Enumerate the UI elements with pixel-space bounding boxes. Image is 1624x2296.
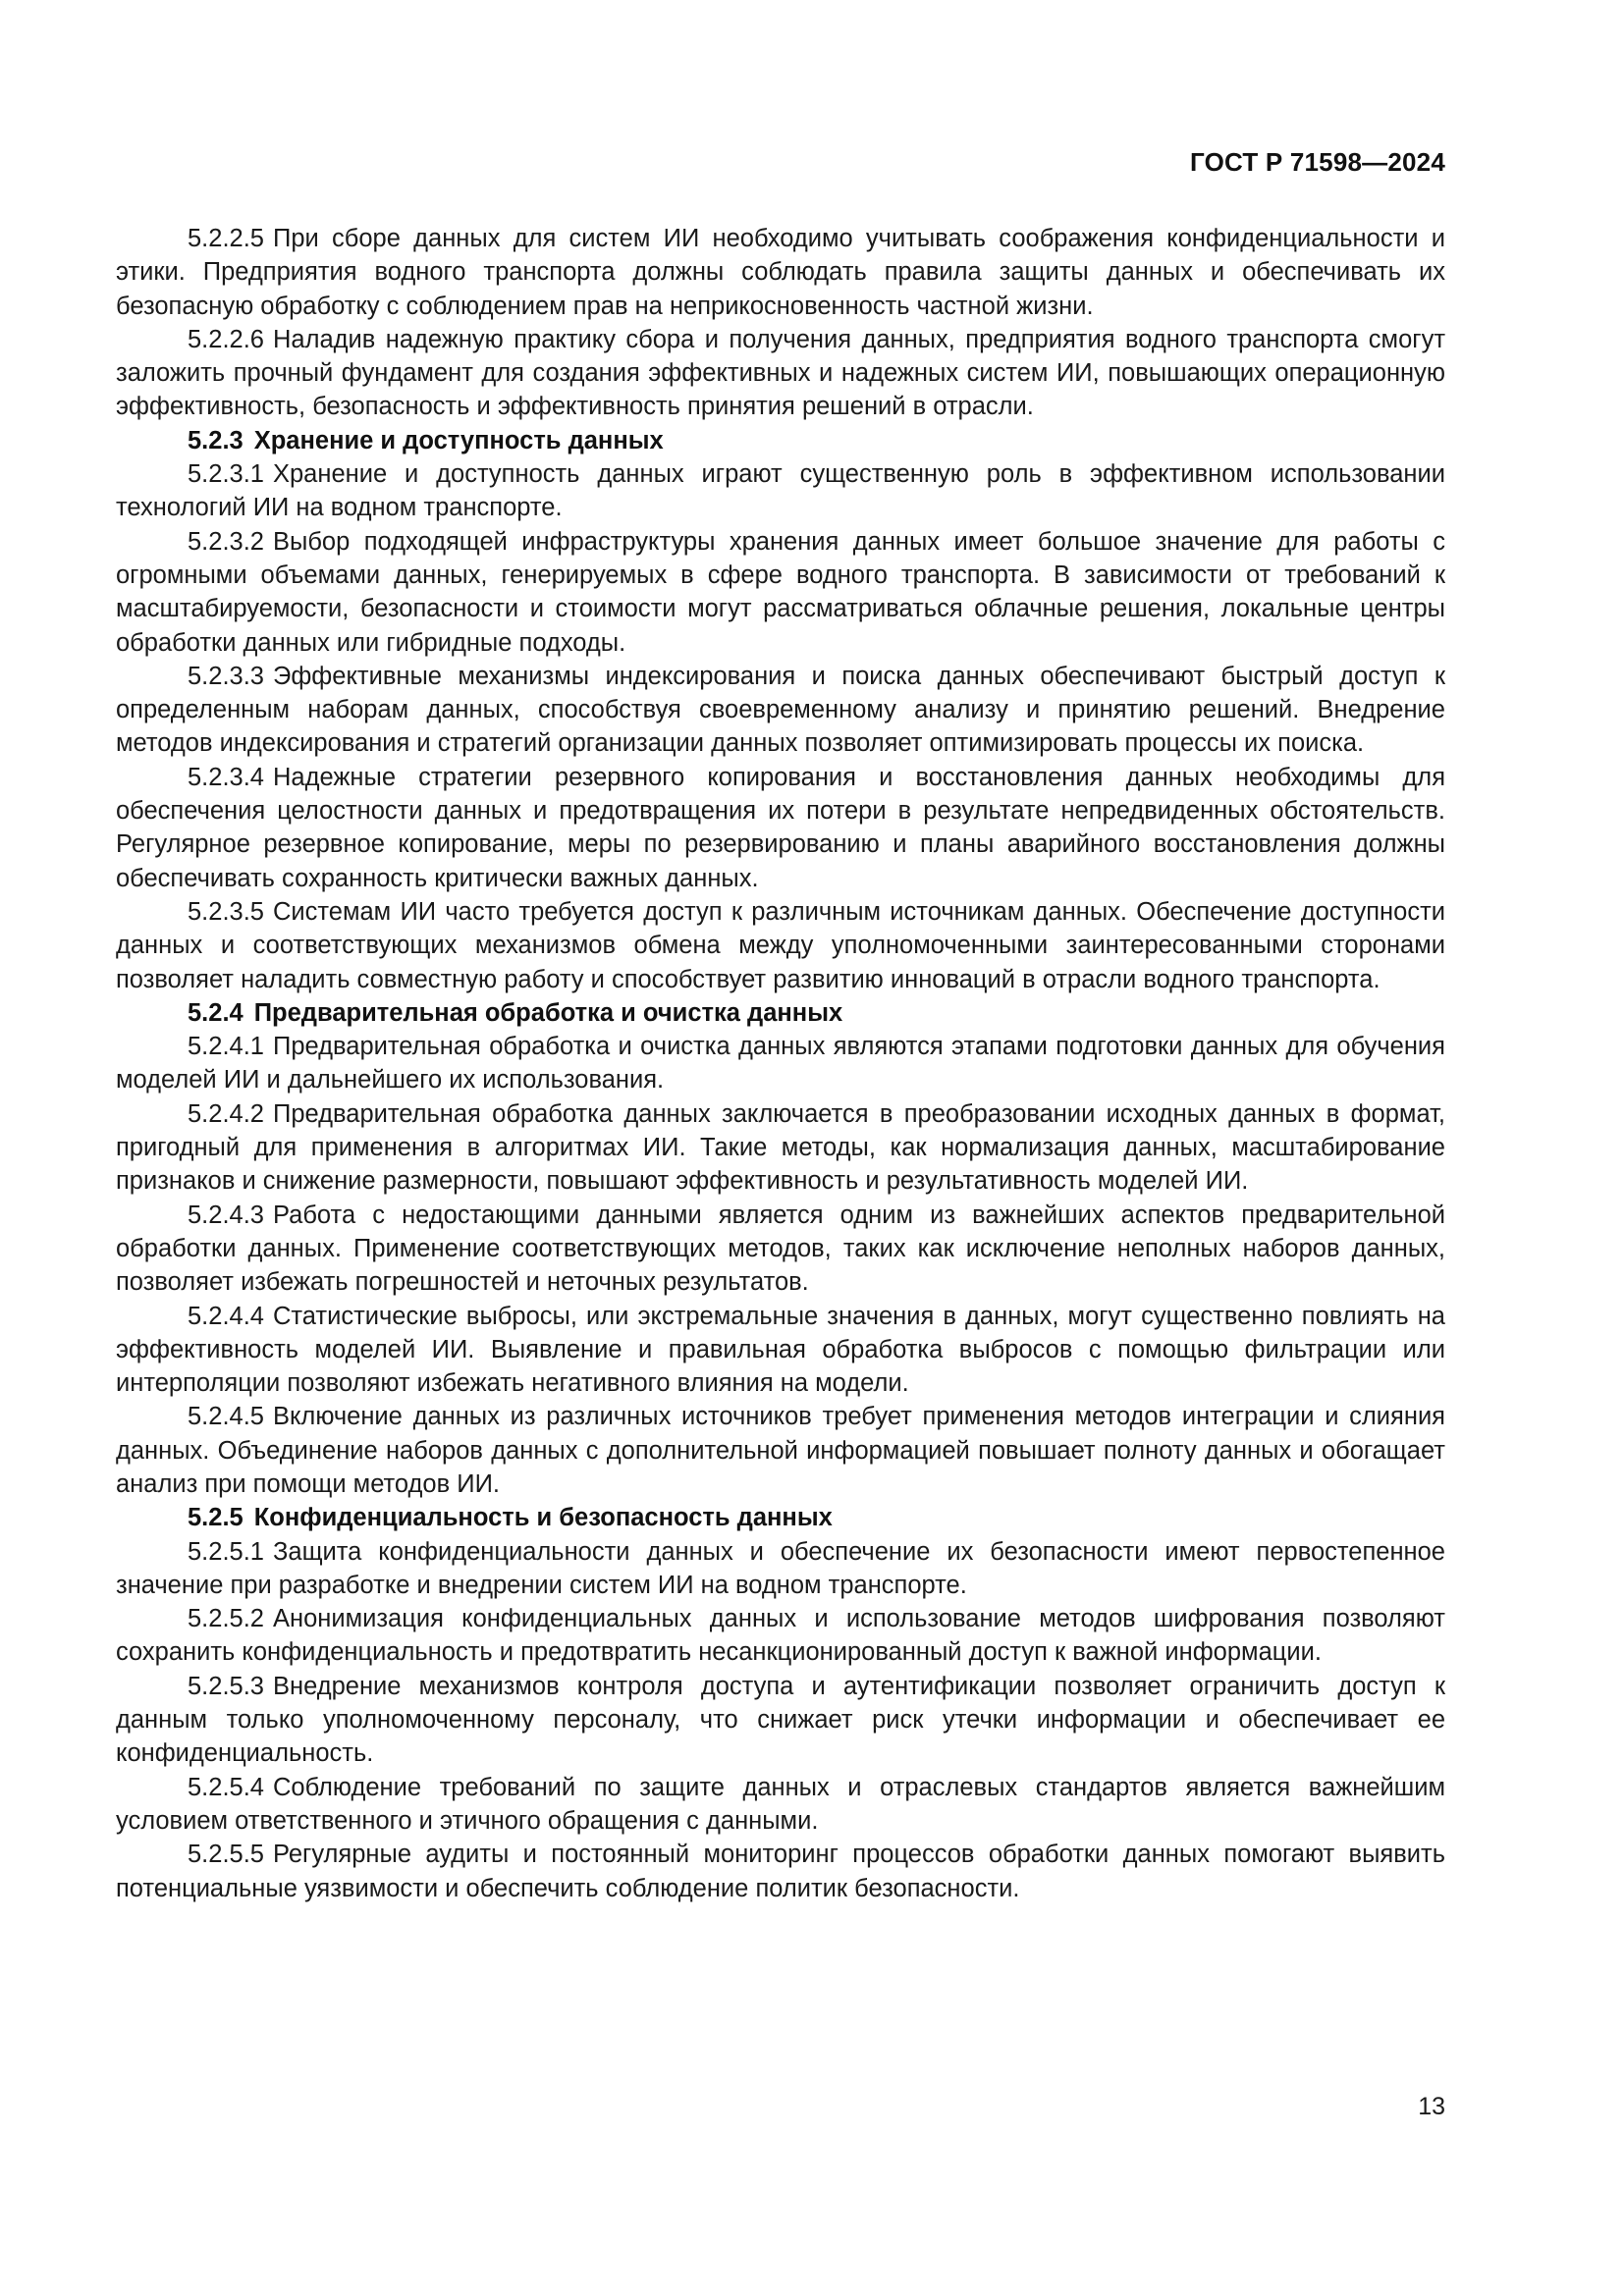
paragraph-5-2-4-2 xyxy=(116,1097,1445,1199)
paragraph-number: 5.2.4.5 xyxy=(188,1403,264,1431)
paragraph-5-2-5-4 xyxy=(116,1771,1445,1839)
paragraph-number: 5.2.3.4 xyxy=(188,763,264,791)
section-title: Конфиденциальность и безопасность данных xyxy=(253,1504,833,1532)
section-number: 5.2.3 xyxy=(188,426,244,454)
paragraph-5-2-5-2 xyxy=(116,1602,1445,1670)
paragraph-5-2-3-3 xyxy=(116,660,1445,761)
paragraph-text: Предварительная обработка данных заключается в преобразовании исходных данных в формат, пригодный для применения в алгоритмах ИИ. Такие методы, как нормализация данных, масштабирование признаков и снижение размерности, повышают эффективность и результативность моделей ИИ. xyxy=(116,1099,1445,1196)
paragraph-number: 5.2.2.5 xyxy=(188,225,264,252)
section-title: Предварительная обработка и очистка данных xyxy=(253,998,843,1027)
section-heading-5-2-5 xyxy=(116,1501,1445,1534)
paragraph-5-2-4-5 xyxy=(116,1400,1445,1501)
paragraph-text: Эффективные механизмы индексирования и поиска данных обеспечивают быстрый доступ к определенным наборам данных, способствуя своевременному анализу и принятию решений. Внедрение методов индексирования и стратегий организации данных позволяет оптимизировать процессы их поиска. xyxy=(116,662,1445,758)
section-number: 5.2.5 xyxy=(188,1504,244,1532)
paragraph-text: Выбор подходящей инфраструктуры хранения данных имеет большое значение для работы с огромными объемами данных, генерируемых в сфере водного транспорта. В зависимости от требований к масштабируемости, безопасности и стоимости могут рассматриваться облачные решения, локальные центры обработки данных или гибридные подходы. xyxy=(116,527,1445,657)
paragraph-number: 5.2.3.3 xyxy=(188,662,264,690)
paragraph-text: Защита конфиденциальности данных и обеспечение их безопасности имеют первостепенное значение при разработке и внедрении систем ИИ на водном транспорте. xyxy=(116,1537,1445,1599)
paragraph-text: Регулярные аудиты и постоянный мониторинг процессов обработки данных помогают выявить потенциальные уязвимости и обеспечить соблюдение политик безопасности. xyxy=(116,1841,1445,1902)
document-body xyxy=(116,222,1445,1905)
section-heading-5-2-3 xyxy=(116,424,1445,457)
paragraph-5-2-2-5 xyxy=(116,222,1445,323)
paragraph-text: Предварительная обработка и очистка данных являются этапами подготовки данных для обучения моделей ИИ и дальнейшего их использования. xyxy=(116,1033,1445,1095)
paragraph-text: При сборе данных для систем ИИ необходимо учитывать соображения конфиденциальности и этики. Предприятия водного транспорта должны соблюдать правила защиты данных и обеспечивать их безопасную обработку с соблюдением прав на неприкосновенность частной жизни. xyxy=(116,225,1445,320)
section-heading-5-2-4 xyxy=(116,996,1445,1030)
paragraph-text: Системам ИИ часто требуется доступ к различным источникам данных. Обеспечение доступности данных и соответствующих механизмов обмена между уполномоченными заинтересованными сторонами позволяет наладить совместную работу и способствует развитию инноваций в отрасли водного транспорта. xyxy=(116,897,1445,993)
paragraph-number: 5.2.5.3 xyxy=(188,1672,264,1700)
section-number: 5.2.4 xyxy=(188,998,244,1027)
paragraph-text: Статистические выбросы, или экстремальные значения в данных, могут существенно повлиять на эффективность моделей ИИ. Выявление и правильная обработка выбросов с помощью фильтрации или интерполяции позволяют избежать негативного влияния на модели. xyxy=(116,1302,1445,1398)
paragraph-text: Анонимизация конфиденциальных данных и использование методов шифрования позволяют сохранить конфиденциальность и предотвратить несанкционированный доступ к важной информации. xyxy=(116,1605,1445,1667)
paragraph-number: 5.2.2.6 xyxy=(188,325,264,353)
paragraph-number: 5.2.4.3 xyxy=(188,1201,264,1229)
paragraph-5-2-3-4 xyxy=(116,761,1445,895)
section-title: Хранение и доступность данных xyxy=(253,426,664,454)
page-number: 13 xyxy=(1418,2093,1445,2120)
paragraph-5-2-4-4 xyxy=(116,1300,1445,1401)
paragraph-5-2-3-2 xyxy=(116,525,1445,660)
paragraph-number: 5.2.3.5 xyxy=(188,897,264,926)
paragraph-text: Работа с недостающими данными является одним из важнейших аспектов предварительной обработки данных. Применение соответствующих методов, таких как исключение неполных наборов данных, позволяет избежать погрешностей и неточных результатов. xyxy=(116,1201,1445,1297)
paragraph-5-2-5-1 xyxy=(116,1535,1445,1603)
paragraph-5-2-3-1 xyxy=(116,457,1445,525)
paragraph-text: Наладив надежную практику сбора и получения данных, предприятия водного транспорта смогут заложить прочный фундамент для создания эффективных и надежных систем ИИ, повышающих операционную эффективность, безопасность и эффективность принятия решений в отрасли. xyxy=(116,325,1445,421)
paragraph-number: 5.2.5.2 xyxy=(188,1605,264,1633)
paragraph-text: Хранение и доступность данных играют существенную роль в эффективном использовании технологий ИИ на водном транспорте. xyxy=(116,460,1445,522)
paragraph-5-2-3-5 xyxy=(116,895,1445,996)
paragraph-number: 5.2.4.4 xyxy=(188,1302,264,1330)
paragraph-text: Внедрение механизмов контроля доступа и аутентификации позволяет ограничить доступ к данным только уполномоченному персоналу, что снижает риск утечки информации и обеспечивает ее конфиденциальность. xyxy=(116,1672,1445,1768)
paragraph-number: 5.2.4.2 xyxy=(188,1099,264,1128)
paragraph-5-2-2-6 xyxy=(116,323,1445,424)
paragraph-text: Надежные стратегии резервного копирования и восстановления данных необходимы для обеспечения целостности данных и предотвращения их потери в результате непредвиденных обстоятельств. Регулярное резервное копирование, меры по резервированию и планы аварийного восстановления должны обеспечивать сохранность критически важных данных. xyxy=(116,763,1445,892)
paragraph-5-2-5-5 xyxy=(116,1838,1445,1905)
paragraph-number: 5.2.5.5 xyxy=(188,1841,264,1869)
paragraph-5-2-4-1 xyxy=(116,1030,1445,1097)
paragraph-5-2-4-3 xyxy=(116,1199,1445,1300)
paragraph-number: 5.2.3.1 xyxy=(188,460,264,489)
paragraph-number: 5.2.5.1 xyxy=(188,1537,264,1566)
standard-designation: ГОСТ Р 71598—2024 xyxy=(1190,147,1445,177)
paragraph-text: Соблюдение требований по защите данных и отраслевых стандартов является важнейшим условием ответственного и этичного обращения с данными. xyxy=(116,1773,1445,1835)
paragraph-5-2-5-3 xyxy=(116,1670,1445,1771)
paragraph-number: 5.2.3.2 xyxy=(188,527,264,556)
paragraph-text: Включение данных из различных источников требует применения методов интеграции и слияния данных. Объединение наборов данных с дополнительной информацией повышает полноту данных и обогащает анализ при помощи методов ИИ. xyxy=(116,1403,1445,1498)
paragraph-number: 5.2.5.4 xyxy=(188,1773,264,1801)
paragraph-number: 5.2.4.1 xyxy=(188,1033,264,1061)
